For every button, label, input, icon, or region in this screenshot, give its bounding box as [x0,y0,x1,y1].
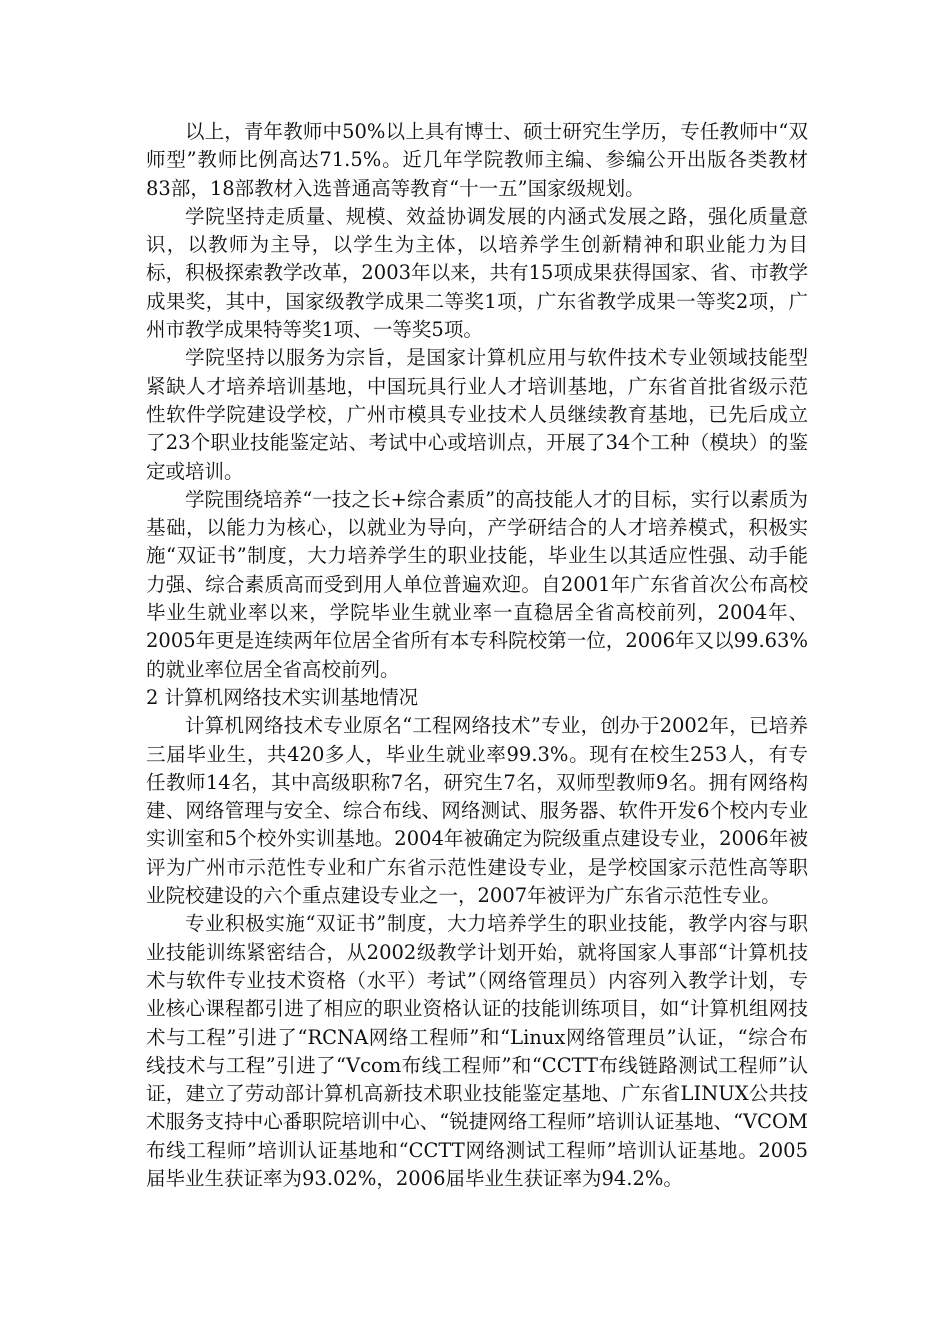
paragraph-network-major-overview: 计算机网络技术专业原名“工程网络技术”专业，创办于2002年，已培养三届毕业生，共420多人，毕业生就业率99.3%。现有在校生253人，有专任教师14名，其中高级职称7名，研究生7名，双师型教师9名。拥有网络构建、网络管理与安全、综合布线、网络测试、服务器、软件开发6个校内专业实训室和5个校外实训基地。2004年被确定为院级重点建设专业，2006年被评为广州市示范性专业和广东省示范性建设专业，是学校国家示范性高等职业院校建设的六个重点建设专业之一，2007年被评为广东省示范性专业。 [146,714,808,908]
section-heading: 2 计算机网络技术实训基地情况 [146,685,419,709]
paragraph-faculty-qualifications: 以上，青年教师中50%以上具有博士、硕士研究生学历，专任教师中“双师型”教师比例高达71.5%。近几年学院教师主编、参编公开出版各类教材83部，18部教材入选普通高等教育“十一五”国家级规划。 [146,120,808,200]
document-body [146,118,808,1193]
paragraph-teaching-quality: 学院坚持走质量、规模、效益协调发展的内涵式发展之路，强化质量意识，以教师为主导，以学生为主体，以培养学生创新精神和职业能力为目标，积极探索教学改革，2003年以来，共有15项成果获得国家、省、市教学成果奖，其中，国家级教学成果二等奖1项，广东省教学成果一等奖2项，广州市教学成果特等奖1项、一等奖5项。 [146,204,808,342]
paragraph-dual-certificate: 专业积极实施“双证书”制度，大力培养学生的职业技能，教学内容与职业技能训练紧密结合，从2002级教学计划开始，就将国家人事部“计算机技术与软件专业技术资格（水平）考试”（网络管理员）内容列入教学计划，专业核心课程都引进了相应的职业资格认证的技能训练项目，如“计算机组网技术与工程”引进了“RCNA网络工程师”和“Linux网络管理员”认证，“综合布线技术与工程”引进了“Vcom布线工程师”和“CCTT布线链路测试工程师”认证，建立了劳动部计算机高新技术职业技能鉴定基地、广东省LINUX公共技术服务支持中心番职院培训中心、“锐捷网络工程师”培训认证基地、“VCOM布线工程师”培训认证基地和“CCTT网络测试工程师”培训认证基地。2005届毕业生获证率为93.02%，2006届毕业生获证率为94.2%。 [146,912,808,1190]
paragraph-talent-training: 学院围绕培养“一技之长+综合素质”的高技能人才的目标，实行以素质为基础，以能力为核心，以就业为导向，产学研结合的人才培养模式，积极实施“双证书”制度，大力培养学生的职业技能，毕业生以其适应性强、动手能力强、综合素质高而受到用人单位普遍欢迎。自2001年广东省首次公布高校毕业生就业率以来，学院毕业生就业率一直稳居全省高校前列，2004年、2005年更是连续两年位居全省所有本专科院校第一位，2006年又以99.63%的就业率位居全省高校前列。 [146,487,808,681]
paragraph-service-bases: 学院坚持以服务为宗旨，是国家计算机应用与软件技术专业领域技能型紧缺人才培养培训基地，中国玩具行业人才培训基地，广东省首批省级示范性软件学院建设学校，广州市模具专业技术人员继续教育基地，已先后成立了23个职业技能鉴定站、考试中心或培训点，开展了34个工种（模块）的鉴定或培训。 [146,346,808,483]
